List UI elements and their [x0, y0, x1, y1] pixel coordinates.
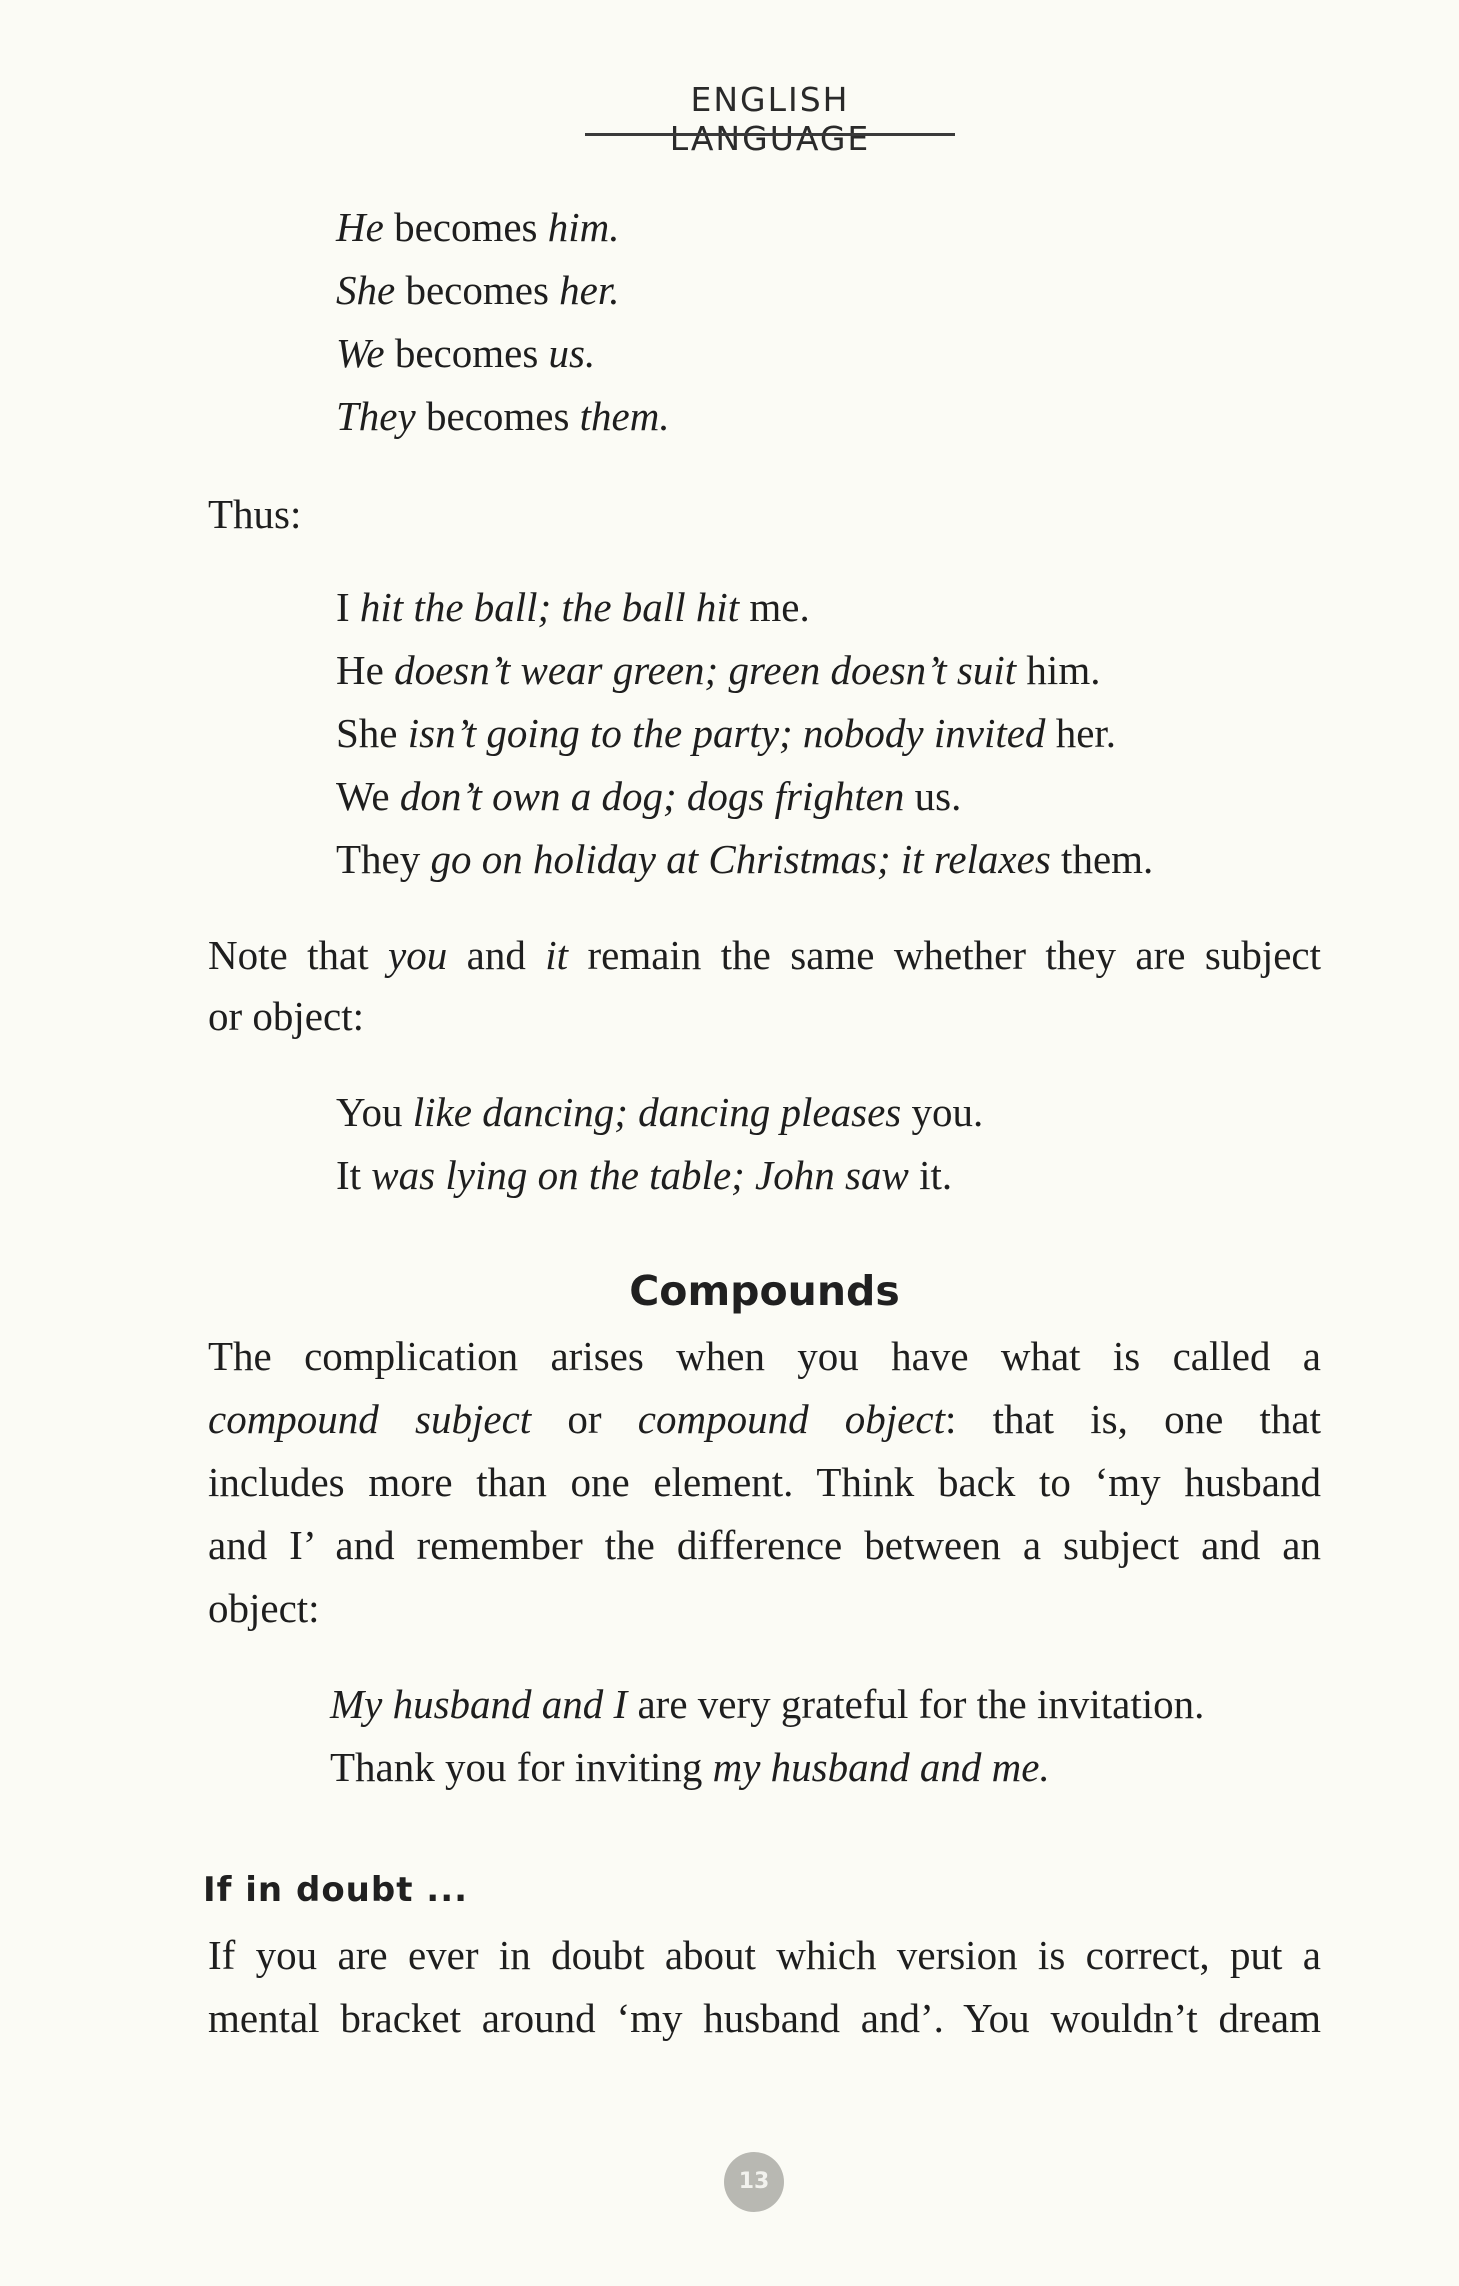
paragraph-line: mental bracket around ‘my husband and’. You wouldn’t dream [208, 1995, 1321, 2041]
page-number-badge: 13 [724, 2152, 784, 2212]
paragraph-line: and I’ and remember the difference between a subject and an [208, 1522, 1321, 1568]
example-line: He doesn’t wear green; green doesn’t suit him. [336, 647, 1101, 693]
pronoun-line: She becomes her. [336, 267, 620, 313]
example-line: It was lying on the table; John saw it. [336, 1152, 953, 1198]
pronoun-line: He becomes him. [336, 204, 620, 250]
example-line: Thank you for inviting my husband and me. [330, 1744, 1050, 1790]
example-line: My husband and I are very grateful for the invitation. [330, 1681, 1205, 1727]
paragraph-line: includes more than one element. Think back to ‘my husband [208, 1459, 1321, 1505]
running-head: ENGLISH LANGUAGE [669, 80, 871, 158]
example-line: We don’t own a dog; dogs frighten us. [336, 773, 962, 819]
pronoun-line: They becomes them. [336, 393, 670, 439]
example-line: They go on holiday at Christmas; it relaxes them. [336, 836, 1154, 882]
note-line-2: or object: [208, 993, 364, 1039]
thus-label: Thus: [208, 491, 302, 537]
example-line: She isn’t going to the party; nobody invited her. [336, 710, 1117, 756]
paragraph-line: compound subject or compound object: that is, one that [208, 1396, 1321, 1442]
section-heading: Compounds [629, 1267, 900, 1315]
paragraph-line: If you are ever in doubt about which version is correct, put a [208, 1932, 1321, 1978]
subheading: If in doubt ... [203, 1870, 469, 1910]
running-head-rule [585, 133, 955, 136]
paragraph-line: object: [208, 1585, 320, 1631]
example-line: I hit the ball; the ball hit me. [336, 584, 810, 630]
pronoun-line: We becomes us. [336, 330, 596, 376]
example-line: You like dancing; dancing pleases you. [336, 1089, 984, 1135]
paragraph-line: The complication arises when you have what is called a [208, 1333, 1321, 1379]
note-line-1: Note that you and it remain the same whether they are subject [208, 932, 1322, 978]
